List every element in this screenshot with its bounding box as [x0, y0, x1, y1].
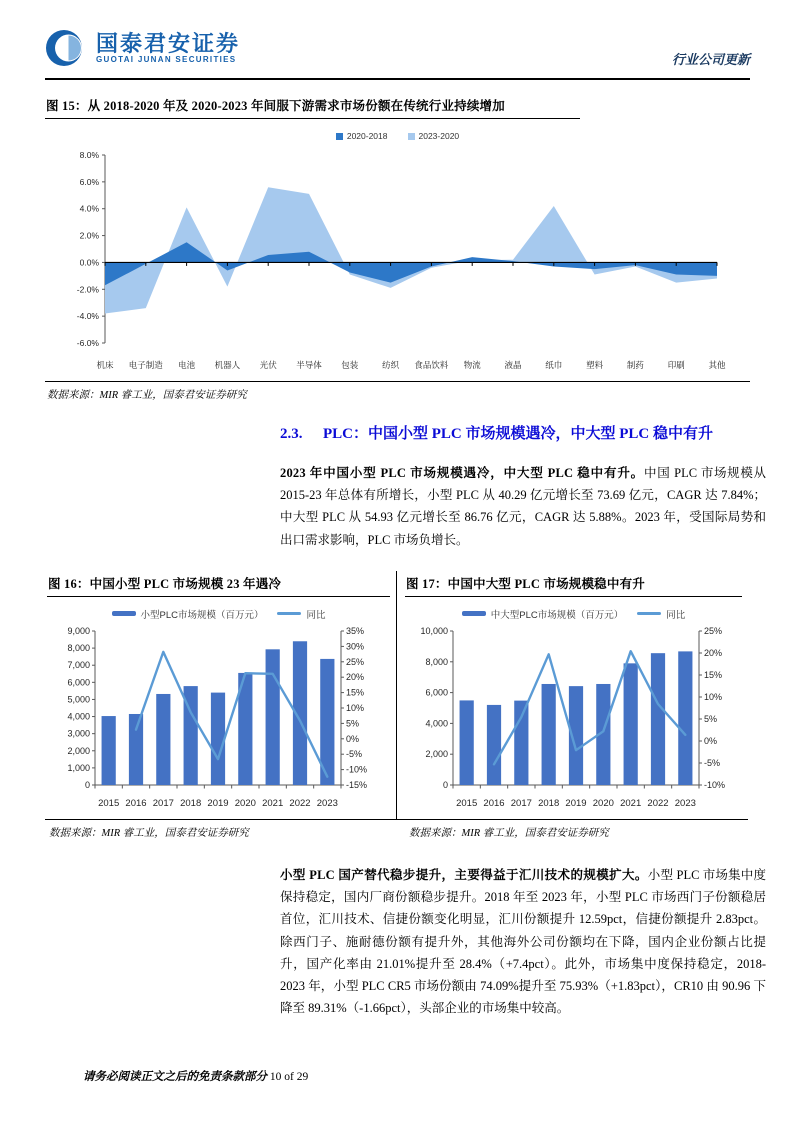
paragraph-2	[280, 864, 766, 1020]
svg-text:2020: 2020	[592, 797, 614, 809]
svg-text:电池: 电池	[178, 360, 196, 370]
footer-page-number: 10 of 29	[269, 1071, 309, 1083]
svg-text:2021: 2021	[262, 797, 284, 809]
paragraph-1-body: 中国 PLC 市场规模从 2015-23 年总体有所增长，小型 PLC 从 40.29 亿元增长至 73.69 亿元，CAGR 达 7.84%；中大型 PLC 从 54.93 亿元增长至 86.76 亿元，CAGR 达 5.88%。2023 年，受国际局势和出口需求影响，PLC 市场负增长。	[280, 465, 766, 547]
svg-text:2022: 2022	[647, 797, 669, 809]
legend-label: 小型PLC市场规模（百万元）	[140, 609, 264, 621]
svg-text:0%: 0%	[346, 733, 360, 744]
svg-text:2018: 2018	[180, 797, 202, 809]
svg-text:纸巾: 纸巾	[545, 360, 563, 370]
main-column	[280, 864, 766, 1020]
svg-text:-6.0%: -6.0%	[76, 338, 99, 348]
svg-text:2015: 2015	[98, 797, 120, 809]
svg-text:-5%: -5%	[704, 757, 721, 768]
figure-17-legend	[405, 607, 742, 621]
svg-text:2020: 2020	[234, 797, 256, 809]
svg-text:液晶: 液晶	[504, 360, 522, 370]
svg-text:2.0%: 2.0%	[79, 230, 99, 241]
svg-text:1,000: 1,000	[67, 762, 90, 773]
svg-text:2019: 2019	[207, 797, 229, 809]
paragraph-2-lead: 小型 PLC 国产替代稳步提升，主要得益于汇川技术的规模扩大。	[280, 867, 648, 882]
svg-text:机器人: 机器人	[214, 360, 241, 370]
svg-text:2016: 2016	[125, 797, 147, 809]
svg-text:-15%: -15%	[346, 779, 368, 790]
svg-text:-2.0%: -2.0%	[76, 284, 99, 295]
svg-text:机床: 机床	[96, 360, 114, 370]
svg-text:8,000: 8,000	[425, 656, 448, 667]
doc-type-label: 行业公司更新	[671, 52, 750, 67]
legend-bar-swatch-icon	[462, 611, 486, 616]
legend-item	[408, 131, 460, 141]
svg-text:纺织: 纺织	[382, 360, 400, 370]
svg-text:2017: 2017	[510, 797, 532, 809]
svg-text:0.0%: 0.0%	[79, 257, 99, 268]
footer-disclaimer: 请务必阅读正文之后的免责条款部分	[83, 1071, 267, 1083]
section-title: PLC：中国小型 PLC 市场规模遇冷，中大型 PLC 稳中有升	[323, 426, 714, 442]
figure-15-legend	[45, 131, 750, 141]
figure-17-source: 数据来源：MIR 睿工业，国泰君安证券研究	[409, 827, 609, 839]
svg-text:2018: 2018	[538, 797, 560, 809]
svg-text:-5%: -5%	[346, 748, 363, 759]
svg-text:塑料: 塑料	[586, 360, 604, 370]
section-number: 2.3.	[280, 426, 303, 442]
legend-label: 2023-2020	[418, 131, 460, 141]
brand-name-cn: 国泰君安证券	[96, 30, 241, 56]
svg-text:0%: 0%	[704, 735, 718, 746]
svg-text:5%: 5%	[346, 718, 360, 729]
svg-text:2015: 2015	[456, 797, 478, 809]
svg-text:2016: 2016	[483, 797, 505, 809]
svg-text:6,000: 6,000	[425, 687, 448, 698]
figure-15-area-chart	[59, 143, 731, 375]
svg-text:25%: 25%	[704, 625, 723, 636]
paragraph-1	[280, 462, 766, 551]
svg-text:6,000: 6,000	[67, 677, 90, 688]
svg-text:15%: 15%	[346, 687, 365, 698]
legend-label: 中大型PLC市场规模（百万元）	[490, 609, 624, 621]
svg-text:半导体: 半导体	[296, 360, 322, 370]
svg-text:20%: 20%	[346, 671, 365, 682]
svg-text:8,000: 8,000	[67, 642, 90, 653]
svg-text:8.0%: 8.0%	[79, 150, 99, 160]
legend-line-swatch-icon	[637, 612, 661, 615]
svg-text:35%: 35%	[346, 625, 365, 636]
svg-text:25%: 25%	[346, 656, 365, 667]
legend-line-swatch-icon	[277, 612, 301, 615]
svg-text:0: 0	[84, 779, 90, 790]
legend-item	[112, 607, 264, 621]
brand-name-en: GUOTAI JUNAN SECURITIES	[96, 55, 237, 65]
svg-text:7,000: 7,000	[67, 659, 90, 670]
legend-swatch-dark-icon	[336, 133, 343, 140]
figure-17-title: 图 17：中国中大型 PLC 市场规模稳中有升	[405, 571, 742, 597]
figure-16	[45, 571, 397, 819]
svg-text:光伏: 光伏	[259, 360, 277, 370]
svg-text:20%: 20%	[704, 647, 723, 658]
svg-text:6.0%: 6.0%	[79, 176, 99, 187]
svg-text:10,000: 10,000	[420, 625, 448, 636]
paragraph-2-body: 小型 PLC 市场集中度保持稳定，国内厂商份额稳步提升。2018 年至 2023 年，小型 PLC 市场西门子份额稳居首位，汇川技术、信捷份额变化明显，汇川份额提升 12.59pct，信捷份额提升 2.83pct。除西门子、施耐德份额有提升外，其他海外公司份额均在下降，国内企业份额占比提升，国产化率由 21.01%提升至 28.4%（+7.4pct）。此外，市场集中度保持稳定，2018-2023 年，小型 PLC CR5 市场份额由 74.09%提升至 75.93%（+1.83pct），CR10 由 90.96 下降至 89.31%（-1.66pct），头部企业的市场集中较高。	[280, 867, 766, 1016]
main-column	[280, 424, 766, 551]
figure-16-title: 图 16：中国小型 PLC 市场规模 23 年遇冷	[47, 571, 390, 597]
legend-label: 同比	[666, 609, 686, 621]
svg-text:2023: 2023	[316, 797, 338, 809]
legend-swatch-light-icon	[408, 133, 415, 140]
svg-text:-10%: -10%	[346, 764, 368, 775]
legend-item	[462, 607, 623, 621]
svg-text:印刷: 印刷	[667, 360, 685, 370]
page-header	[45, 26, 750, 70]
svg-text:4.0%: 4.0%	[79, 203, 99, 214]
figure-15-source: 数据来源：MIR 睿工业，国泰君安证券研究	[47, 390, 247, 401]
svg-text:2021: 2021	[620, 797, 642, 809]
legend-item	[336, 131, 388, 141]
figure-16-legend	[47, 607, 390, 621]
svg-text:制药: 制药	[626, 360, 644, 370]
svg-text:10%: 10%	[346, 702, 365, 713]
figure-15-title: 图 15：从 2018-2020 年及 2020-2023 年间服下游需求市场份额在传统行业持续增加	[45, 93, 580, 119]
figure-15	[45, 93, 750, 402]
svg-text:10%: 10%	[704, 691, 723, 702]
figures-sources-row	[45, 820, 748, 840]
header-divider	[45, 78, 750, 80]
svg-text:3,000: 3,000	[67, 728, 90, 739]
figure-17-bar-line-chart	[405, 621, 745, 813]
svg-text:-10%: -10%	[704, 779, 726, 790]
svg-text:4,000: 4,000	[425, 718, 448, 729]
figures-16-17-row	[45, 571, 748, 820]
svg-text:0: 0	[442, 779, 448, 790]
svg-text:2022: 2022	[289, 797, 311, 809]
svg-text:15%: 15%	[704, 669, 723, 680]
svg-text:4,000: 4,000	[67, 711, 90, 722]
svg-text:2023: 2023	[674, 797, 696, 809]
svg-text:其他: 其他	[708, 360, 726, 370]
svg-text:-4.0%: -4.0%	[76, 311, 99, 322]
legend-label: 2020-2018	[346, 131, 388, 141]
page-footer	[83, 1068, 308, 1084]
brand-logo	[45, 26, 240, 70]
paragraph-1-lead: 2023 年中国小型 PLC 市场规模遇冷，中大型 PLC 稳中有升。	[280, 465, 645, 480]
svg-text:2,000: 2,000	[67, 745, 90, 756]
svg-text:2017: 2017	[152, 797, 174, 809]
legend-item	[637, 607, 685, 621]
figure-15-chart-wrap	[45, 143, 750, 375]
svg-text:包装: 包装	[341, 360, 359, 370]
figure-17	[397, 571, 748, 819]
svg-text:电子制造: 电子制造	[128, 360, 163, 370]
figure-16-source: 数据来源：MIR 睿工业，国泰君安证券研究	[49, 827, 249, 839]
svg-text:5%: 5%	[704, 713, 718, 724]
legend-bar-swatch-icon	[112, 611, 136, 616]
svg-text:5,000: 5,000	[67, 694, 90, 705]
svg-text:2019: 2019	[565, 797, 587, 809]
guotai-junan-logo-icon	[45, 26, 87, 70]
legend-label: 同比	[306, 609, 326, 621]
section-heading	[280, 424, 766, 446]
legend-item	[277, 607, 325, 621]
svg-text:物流: 物流	[463, 360, 481, 370]
svg-text:30%: 30%	[346, 641, 365, 652]
figure-16-bar-line-chart	[47, 621, 387, 813]
svg-text:食品饮料: 食品饮料	[414, 360, 449, 370]
svg-text:2,000: 2,000	[425, 748, 448, 759]
brand-text	[96, 32, 240, 64]
svg-text:9,000: 9,000	[67, 625, 90, 636]
